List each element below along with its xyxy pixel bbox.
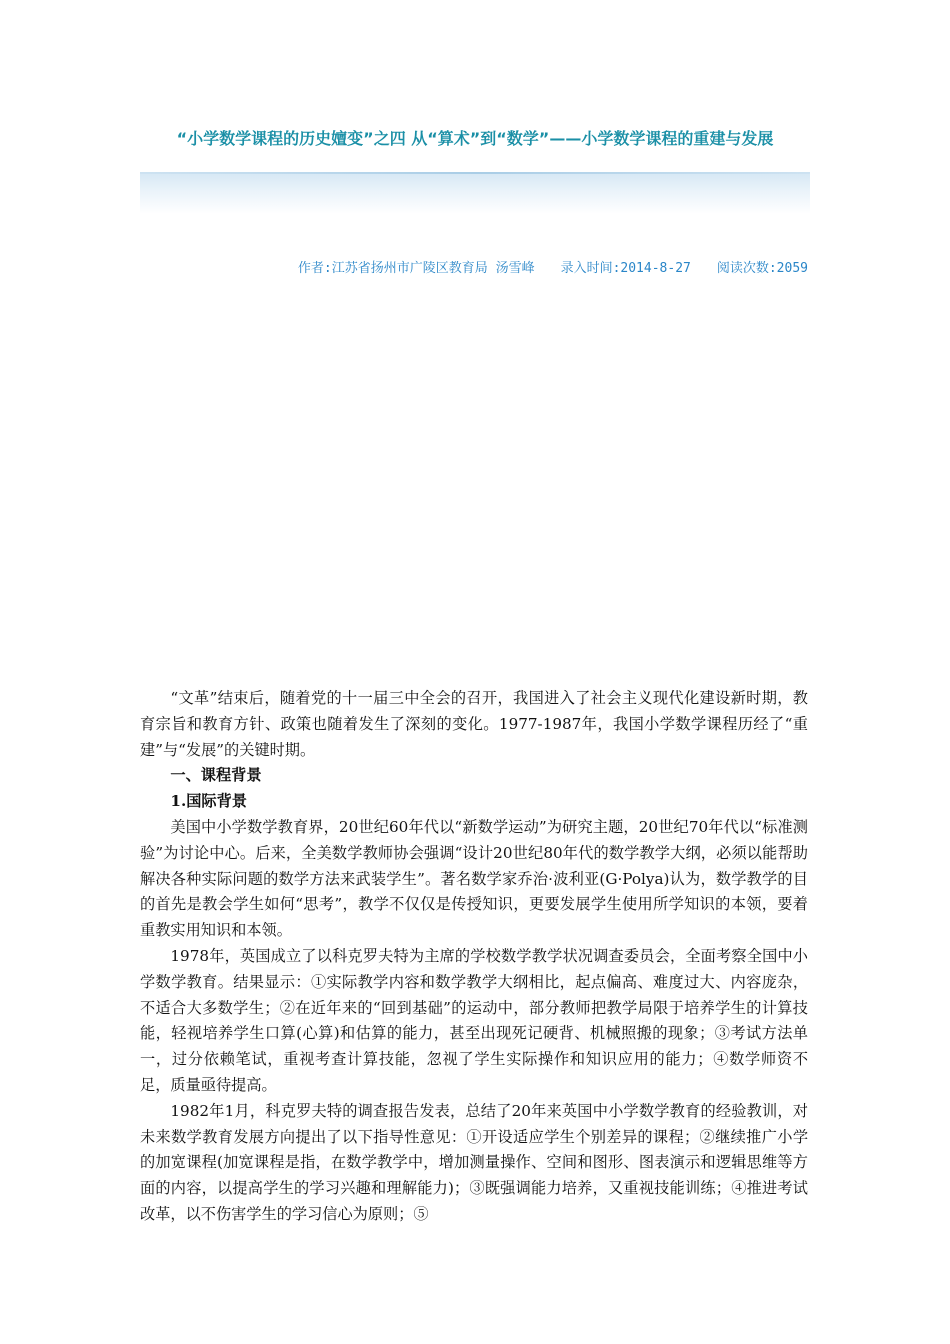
paragraph-uk-1978: 1978年，英国成立了以科克罗夫特为主席的学校数学教学状况调查委员会，全面考察全国中小学数学教育。结果显示：①实际教学内容和数学教学大纲相比，起点偏高、难度过大、内容庞杂，不适合大多数学生；②在近年来的“回到基础”的运动中，部分教师把教学局限于培养学生的计算技能，轻视培养学生口算(心算)和估算的能力，甚至出现死记硬背、机械照搬的现象；③考试方法单一，过分依赖笔试，重视考查计算技能，忽视了学生实际操作和知识应用的能力；④数学师资不足，质量亟待提高。: [140, 946, 808, 1094]
paragraph-uk-1982: 1982年1月，科克罗夫特的调查报告发表，总结了20年来英国中小学数学教育的经验教训，对未来数学教育发展方向提出了以下指导性意见：①开设适应学生个别差异的课程；②继续推广小学的加宽课程(加宽课程是指，在数学教学中，增加测量操作、空间和图形、图表演示和逻辑思维等方面的内容，以提高学生的学习兴趣和理解能力)；③既强调能力培养，又重视技能训练；④推进考试改革，以不伤害学生的学习信心为原则；⑤: [140, 1101, 808, 1223]
article-title: “小学数学课程的历史嬗变”之四 从“算术”到“数学”——小学数学课程的重建与发展: [176, 129, 774, 148]
subsection-heading-international: 1.国际背景: [170, 792, 247, 811]
section-heading-background: 一、课程背景: [170, 766, 262, 785]
article-meta: [298, 257, 808, 276]
article-body: [140, 686, 808, 1228]
meta-author: 作者:江苏省扬州市广陵区教育局 汤雪峰: [297, 261, 535, 276]
paragraph-usa: 美国中小学数学教育界，20世纪60年代以“新数学运动”为研究主题，20世纪70年代以“标准测验”为讨论中心。后来，全美数学教师协会强调“设计20世纪80年代的数学教学大纲，必须以能帮助解决各种实际问题的数学方法来武装学生”。著名数学家乔治·波利亚(G·Polya)认为，数学教学的目的首先是教会学生如何“思考”，教学不仅仅是传授知识，更要发展学生使用所学知识的本领，要着重教实用知识和本领。: [140, 817, 808, 940]
meta-date: 录入时间:2014-8-27: [560, 261, 691, 276]
meta-reads: 阅读次数:2059: [716, 261, 808, 276]
title-divider-bar: [140, 172, 810, 214]
paragraph-intro: “文革”结束后，随着党的十一届三中全会的召开，我国进入了社会主义现代化建设新时期，教育宗旨和教育方针、政策也随着发生了深刻的变化。1977-1987年，我国小学数学课程历经了“重建”与“发展”的关键时期。: [140, 689, 808, 759]
